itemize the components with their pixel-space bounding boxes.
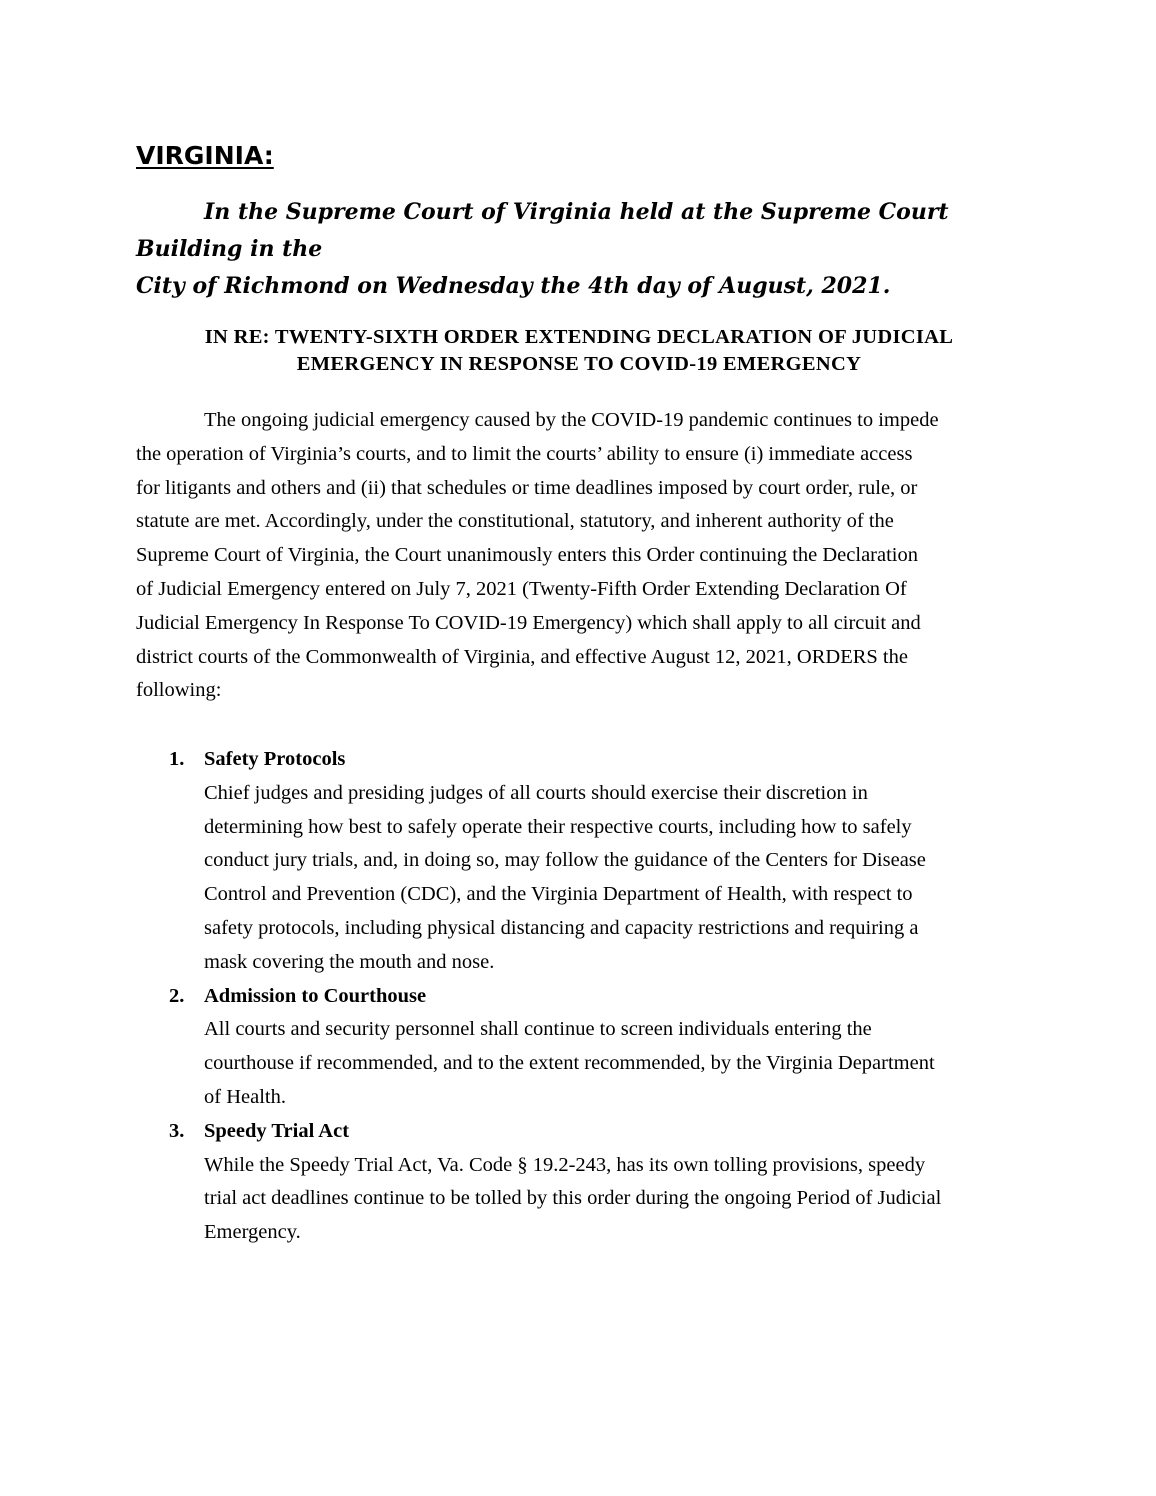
order-text-line: courthouse if recommended, and to the extent recommended, by the Virginia Department	[204, 1052, 935, 1075]
order-text-line: conduct jury trials, and, in doing so, may follow the guidance of the Centers for Disease	[204, 849, 926, 872]
intro-line: of Judicial Emergency entered on July 7, 2021 (Twenty-Fifth Order Extending Declaration Of	[136, 577, 907, 600]
intro-line: The ongoing judicial emergency caused by the COVID-19 pandemic continues to impede	[204, 409, 939, 431]
order-heading: Speedy Trial Act	[204, 1119, 350, 1142]
order-title	[136, 324, 1022, 378]
order-heading: Safety Protocols	[204, 748, 346, 770]
order-item-safety-protocols	[136, 743, 1036, 980]
order-text-line: Control and Prevention (CDC), and the Virginia Department of Health, with respect to	[204, 883, 913, 906]
intro-line: statute are met. Accordingly, under the constitutional, statutory, and inherent authority of the	[136, 510, 894, 533]
court-caption-line-2: City of Richmond on Wednesday the 4th day of August, 2021.	[136, 273, 891, 299]
order-title-line-2: EMERGENCY IN RESPONSE TO COVID-19 EMERGENCY	[296, 353, 862, 375]
order-text-line: Emergency.	[204, 1221, 301, 1244]
intro-line: following:	[136, 679, 222, 702]
court-caption	[136, 194, 1036, 305]
court-caption-line-1: In the Supreme Court of Virginia held at the Supreme Court Building in the	[136, 199, 949, 262]
order-text-line: mask covering the mouth and nose.	[204, 950, 495, 973]
order-heading: Admission to Courthouse	[204, 984, 427, 1007]
order-text-line: All courts and security personnel shall continue to screen individuals entering the	[204, 1018, 872, 1041]
order-text-line: While the Speedy Trial Act, Va. Code § 19.2-243, has its own tolling provisions, speedy	[204, 1153, 926, 1176]
order-text-line: determining how best to safely operate their respective courts, including how to safely	[204, 815, 912, 838]
order-number: 3.	[169, 1119, 185, 1142]
state-heading: VIRGINIA:	[136, 141, 274, 170]
order-title-line-1: IN RE: TWENTY-SIXTH ORDER EXTENDING DECLARATION OF JUDICIAL	[204, 326, 954, 348]
order-item-admission-to-courthouse	[136, 980, 1036, 1115]
order-number: 2.	[169, 984, 185, 1007]
intro-line: for litigants and others and (ii) that schedules or time deadlines imposed by court order, rule, or	[136, 476, 918, 499]
intro-paragraph	[136, 404, 1036, 708]
intro-line: Supreme Court of Virginia, the Court unanimously enters this Order continuing the Declaration	[136, 544, 918, 567]
intro-line: district courts of the Commonwealth of Virginia, and effective August 12, 2021, ORDERS the	[136, 645, 908, 668]
order-text-line: trial act deadlines continue to be tolled by this order during the ongoing Period of Judicial	[204, 1187, 942, 1210]
intro-line: Judicial Emergency In Response To COVID-19 Emergency) which shall apply to all circuit and	[136, 611, 921, 634]
order-text-line: safety protocols, including physical distancing and capacity restrictions and requiring a	[204, 916, 919, 939]
order-item-speedy-trial-act	[136, 1115, 1036, 1250]
order-text-line: of Health.	[204, 1085, 286, 1108]
orders-list	[136, 743, 1036, 1250]
order-text-line: Chief judges and presiding judges of all courts should exercise their discretion in	[204, 781, 868, 804]
intro-line: the operation of Virginia’s courts, and to limit the courts’ ability to ensure (i) immediate access	[136, 442, 913, 465]
order-number: 1.	[169, 748, 185, 770]
